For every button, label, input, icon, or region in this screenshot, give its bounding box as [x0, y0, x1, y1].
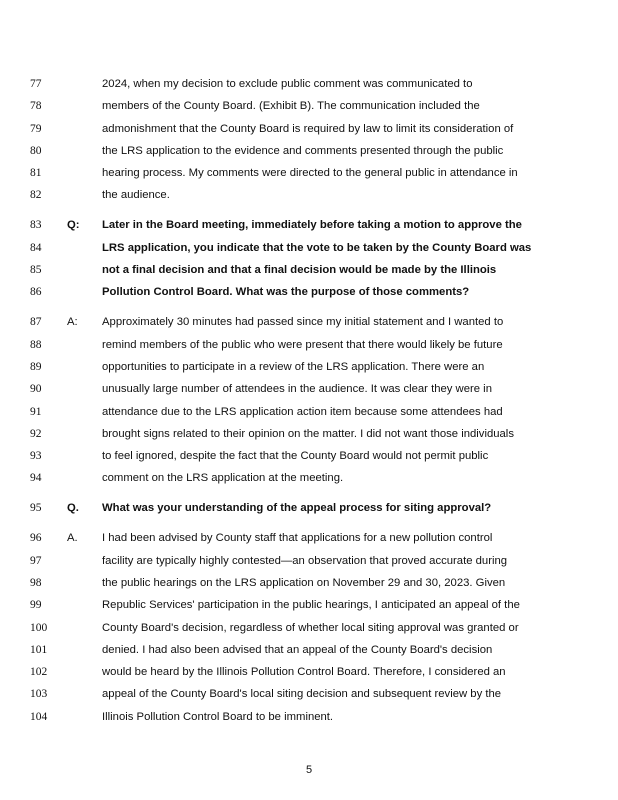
line-number: 90	[30, 383, 42, 396]
answer-label: A:	[67, 316, 78, 329]
line-text: the LRS application to the evidence and comments presented through the public	[102, 144, 504, 157]
line-text: Approximately 30 minutes had passed since my initial statement and I wanted to	[102, 316, 504, 329]
transcript-line	[0, 140, 618, 162]
transcript-line	[0, 445, 618, 467]
line-text: unusually large number of attendees in the audience. It was clear they were in	[102, 383, 492, 396]
line-number: 82	[30, 189, 42, 202]
line-number: 99	[30, 599, 42, 612]
line-number: 84	[30, 241, 42, 254]
transcript-line	[0, 356, 618, 378]
transcript-line	[0, 661, 618, 683]
transcript-line	[0, 378, 618, 400]
transcript-body	[0, 73, 618, 736]
page-number: 5	[305, 764, 313, 776]
question-block	[0, 214, 618, 303]
line-number: 101	[30, 643, 48, 656]
transcript-line	[0, 334, 618, 356]
transcript-line	[0, 550, 618, 572]
line-number: 91	[30, 405, 42, 418]
answer-label: A.	[67, 532, 78, 545]
transcript-line	[0, 423, 618, 445]
line-number: 79	[30, 122, 42, 135]
line-number: 96	[30, 532, 42, 545]
transcript-line	[0, 683, 618, 705]
line-text: denied. I had also been advised that an appeal of the County Board's decision	[102, 643, 493, 656]
line-number: 80	[30, 144, 42, 157]
line-number: 88	[30, 338, 42, 351]
line-text: Illinois Pollution Control Board to be imminent.	[102, 710, 334, 723]
transcript-line	[0, 639, 618, 661]
line-text: facility are typically highly contested—an observation that proved accurate during	[102, 554, 508, 567]
line-text: not a final decision and that a final decision would be made by the Illinois	[102, 264, 497, 277]
transcript-line	[0, 617, 618, 639]
question-block	[0, 497, 618, 519]
transcript-line	[0, 118, 618, 140]
answer-block	[0, 527, 618, 728]
transcript-line	[0, 281, 618, 303]
transcript-line	[0, 259, 618, 281]
line-number: 78	[30, 100, 42, 113]
answer-block	[0, 73, 618, 207]
line-text: comment on the LRS application at the meeting.	[102, 472, 344, 485]
transcript-line	[0, 706, 618, 728]
line-number: 97	[30, 554, 42, 567]
transcript-line	[0, 214, 618, 236]
line-text: would be heard by the Illinois Pollution Control Board. Therefore, I considered an	[102, 666, 506, 679]
question-label: Q:	[67, 219, 80, 232]
transcript-line	[0, 467, 618, 489]
line-number: 100	[30, 621, 48, 634]
line-number: 83	[30, 219, 42, 232]
transcript-line	[0, 572, 618, 594]
line-text: hearing process. My comments were directed to the general public in attendance in	[102, 167, 518, 180]
transcript-line	[0, 594, 618, 616]
answer-block	[0, 311, 618, 489]
line-text: I had been advised by County staff that applications for a new pollution control	[102, 532, 493, 545]
line-text: Pollution Control Board. What was the purpose of those comments?	[102, 286, 470, 299]
line-text: appeal of the County Board's local siting decision and subsequent review by the	[102, 688, 502, 701]
line-number: 94	[30, 472, 42, 485]
line-text: admonishment that the County Board is required by law to limit its consideration of	[102, 122, 514, 135]
line-text: County Board's decision, regardless of whether local siting approval was granted or	[102, 621, 519, 634]
line-text: to feel ignored, despite the fact that the County Board would not permit public	[102, 450, 489, 463]
question-label: Q.	[67, 502, 79, 515]
line-number: 104	[30, 710, 48, 723]
line-text: remind members of the public who were present that there would likely be future	[102, 338, 503, 351]
line-text: opportunities to participate in a review of the LRS application. There were an	[102, 360, 485, 373]
transcript-line	[0, 401, 618, 423]
line-text: Later in the Board meeting, immediately before taking a motion to approve the	[102, 219, 522, 232]
line-number: 81	[30, 167, 42, 180]
transcript-line	[0, 237, 618, 259]
line-text: What was your understanding of the appeal process for siting approval?	[102, 502, 492, 515]
line-number: 92	[30, 427, 42, 440]
line-number: 89	[30, 360, 42, 373]
line-number: 86	[30, 286, 42, 299]
line-number: 77	[30, 78, 42, 90]
line-number: 103	[30, 688, 48, 701]
line-text: members of the County Board. (Exhibit B). The communication included the	[102, 100, 480, 113]
line-number: 87	[30, 316, 42, 329]
transcript-line	[0, 527, 618, 549]
line-text: brought signs related to their opinion on the matter. I did not want those individuals	[102, 427, 514, 440]
line-number: 95	[30, 502, 42, 515]
transcript-line	[0, 95, 618, 117]
transcript-line	[0, 162, 618, 184]
transcript-line	[0, 184, 618, 206]
line-number: 98	[30, 576, 42, 589]
transcript-line	[0, 311, 618, 333]
transcript-line	[0, 73, 618, 95]
line-number: 93	[30, 450, 42, 463]
line-text: the audience.	[102, 189, 170, 202]
transcript-line	[0, 497, 618, 519]
line-number: 102	[30, 666, 48, 679]
line-text: 2024, when my decision to exclude public comment was communicated to	[102, 78, 473, 90]
line-number: 85	[30, 264, 42, 277]
line-text: LRS application, you indicate that the vote to be taken by the County Board was	[102, 241, 532, 254]
line-text: Republic Services' participation in the public hearings, I anticipated an appeal of the	[102, 599, 520, 612]
line-text: the public hearings on the LRS application on November 29 and 30, 2023. Given	[102, 576, 506, 589]
line-text: attendance due to the LRS application action item because some attendees had	[102, 405, 503, 418]
